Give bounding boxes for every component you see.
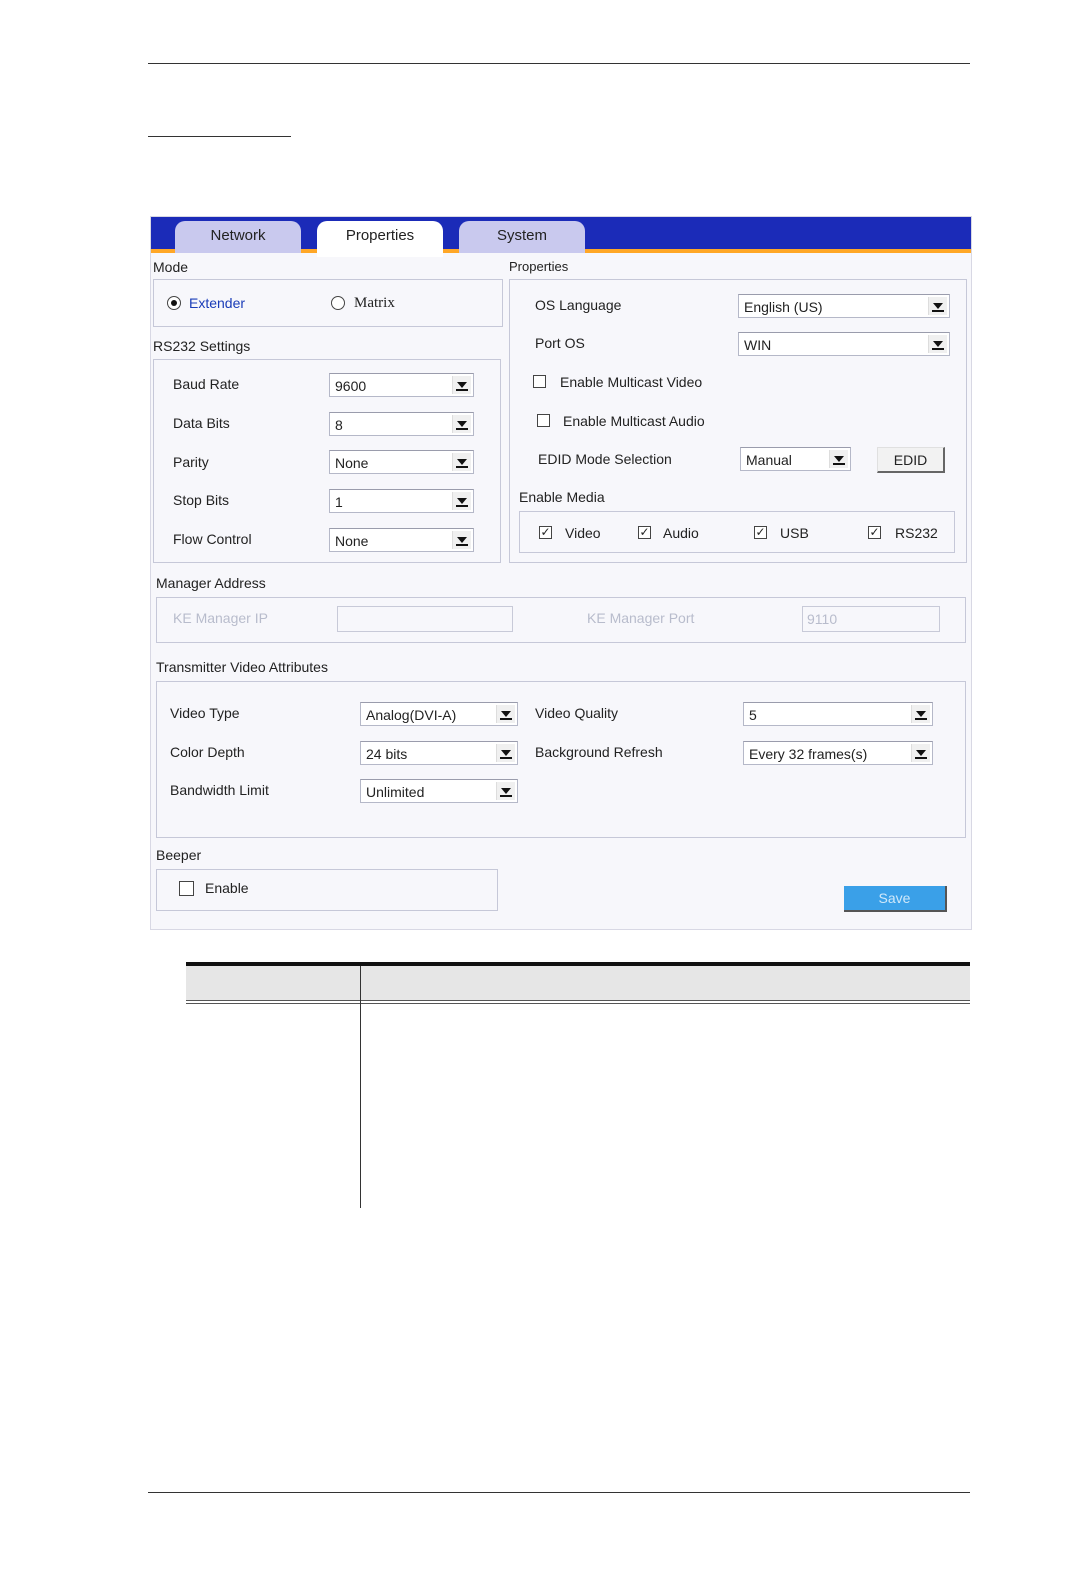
rs232-heading: RS232 Settings: [153, 338, 251, 354]
color-depth-select[interactable]: [360, 741, 518, 765]
stop-bits-select[interactable]: [329, 489, 474, 513]
chevron-down-icon: [911, 744, 930, 762]
baud-rate-value: 9600: [335, 378, 367, 394]
properties-dialog: [150, 216, 972, 930]
video-attributes-heading: Transmitter Video Attributes: [156, 659, 328, 675]
bottom-rule: [148, 1492, 970, 1493]
tab-properties[interactable]: Properties: [317, 221, 443, 257]
data-bits-select[interactable]: [329, 412, 474, 436]
ke-manager-ip-label: KE Manager IP: [173, 610, 268, 626]
flow-control-label: Flow Control: [173, 531, 252, 547]
baud-rate-label: Baud Rate: [173, 376, 240, 392]
parity-select[interactable]: [329, 450, 474, 474]
edid-mode-select[interactable]: [740, 447, 851, 471]
chevron-down-icon: [911, 705, 930, 723]
chevron-down-icon: [452, 415, 471, 433]
properties-heading: Properties: [509, 259, 569, 274]
stop-bits-label: Stop Bits: [173, 492, 230, 508]
multicast-video-label: Enable Multicast Video: [560, 374, 703, 390]
color-depth-value: 24 bits: [366, 746, 408, 762]
port-os-select[interactable]: [738, 332, 950, 356]
port-os-value: WIN: [744, 337, 772, 353]
edid-button[interactable]: EDID: [877, 447, 945, 473]
media-video-label: Video: [565, 525, 601, 541]
data-bits-label: Data Bits: [173, 415, 230, 431]
media-usb-checkbox[interactable]: ✓: [755, 525, 766, 539]
background-refresh-value: Every 32 frames(s): [749, 746, 868, 762]
chevron-down-icon: [829, 450, 848, 468]
os-language-label: OS Language: [535, 297, 622, 313]
flow-control-select[interactable]: [329, 528, 474, 552]
port-os-label: Port OS: [535, 335, 585, 351]
mode-heading: Mode: [153, 259, 189, 275]
video-type-label: Video Type: [170, 705, 240, 721]
media-video-checkbox[interactable]: ✓: [540, 525, 551, 539]
edid-mode-value: Manual: [746, 452, 792, 468]
extender-radio[interactable]: [167, 296, 181, 310]
background-refresh-label: Background Refresh: [535, 744, 663, 760]
section-heading-underline: [148, 136, 291, 137]
ke-manager-ip-input[interactable]: [337, 606, 513, 632]
matrix-radio[interactable]: [331, 296, 345, 310]
beeper-heading: Beeper: [156, 847, 202, 863]
matrix-label[interactable]: Matrix: [354, 295, 395, 311]
chevron-down-icon: [496, 705, 515, 723]
table-header-divider: [186, 1000, 970, 1001]
bandwidth-limit-value: Unlimited: [366, 784, 425, 800]
video-quality-value: 5: [749, 707, 757, 723]
bandwidth-limit-select[interactable]: [360, 779, 518, 803]
media-rs232-checkbox[interactable]: ✓: [869, 525, 880, 539]
video-type-value: Analog(DVI-A): [366, 707, 457, 723]
os-language-select[interactable]: [738, 294, 950, 318]
table-header-row: [186, 966, 970, 1000]
multicast-audio-checkbox[interactable]: [537, 414, 550, 427]
media-audio-checkbox[interactable]: ✓: [639, 525, 650, 539]
flow-control-value: None: [335, 533, 369, 549]
top-rule: [148, 63, 970, 64]
enable-media-heading: Enable Media: [519, 489, 605, 505]
bandwidth-limit-label: Bandwidth Limit: [170, 782, 269, 798]
video-quality-label: Video Quality: [535, 705, 619, 721]
table-column-divider: [360, 966, 361, 1208]
chevron-down-icon: [452, 492, 471, 510]
manager-address-heading: Manager Address: [156, 575, 266, 591]
media-audio-label: Audio: [663, 525, 699, 541]
ke-manager-port-label: KE Manager Port: [587, 610, 695, 626]
beeper-enable-checkbox[interactable]: [179, 881, 194, 896]
data-bits-value: 8: [335, 417, 343, 433]
tab-network[interactable]: Network: [175, 221, 301, 253]
table-header-divider-2: [186, 1003, 970, 1004]
chevron-down-icon: [452, 531, 471, 549]
chevron-down-icon: [496, 782, 515, 800]
multicast-video-checkbox[interactable]: [533, 375, 546, 388]
parity-value: None: [335, 455, 369, 471]
tab-system[interactable]: System: [459, 221, 585, 253]
background-refresh-select[interactable]: [743, 741, 933, 765]
chevron-down-icon: [928, 297, 947, 315]
chevron-down-icon: [928, 335, 947, 353]
os-language-value: English (US): [744, 299, 823, 315]
ke-manager-port-input[interactable]: 9110: [802, 606, 940, 632]
beeper-enable-label: Enable: [205, 880, 249, 896]
color-depth-label: Color Depth: [170, 744, 245, 760]
stop-bits-value: 1: [335, 494, 343, 510]
chevron-down-icon: [452, 376, 471, 394]
extender-label[interactable]: Extender: [189, 295, 246, 311]
tab-bar: [151, 217, 971, 253]
chevron-down-icon: [496, 744, 515, 762]
media-usb-label: USB: [780, 525, 809, 541]
edid-mode-label: EDID Mode Selection: [538, 451, 672, 467]
video-type-select[interactable]: [360, 702, 518, 726]
multicast-audio-label: Enable Multicast Audio: [563, 413, 705, 429]
save-button[interactable]: Save: [844, 886, 947, 912]
media-rs232-label: RS232: [895, 525, 938, 541]
baud-rate-select[interactable]: [329, 373, 474, 397]
video-quality-select[interactable]: [743, 702, 933, 726]
chevron-down-icon: [452, 453, 471, 471]
parity-label: Parity: [173, 454, 209, 470]
